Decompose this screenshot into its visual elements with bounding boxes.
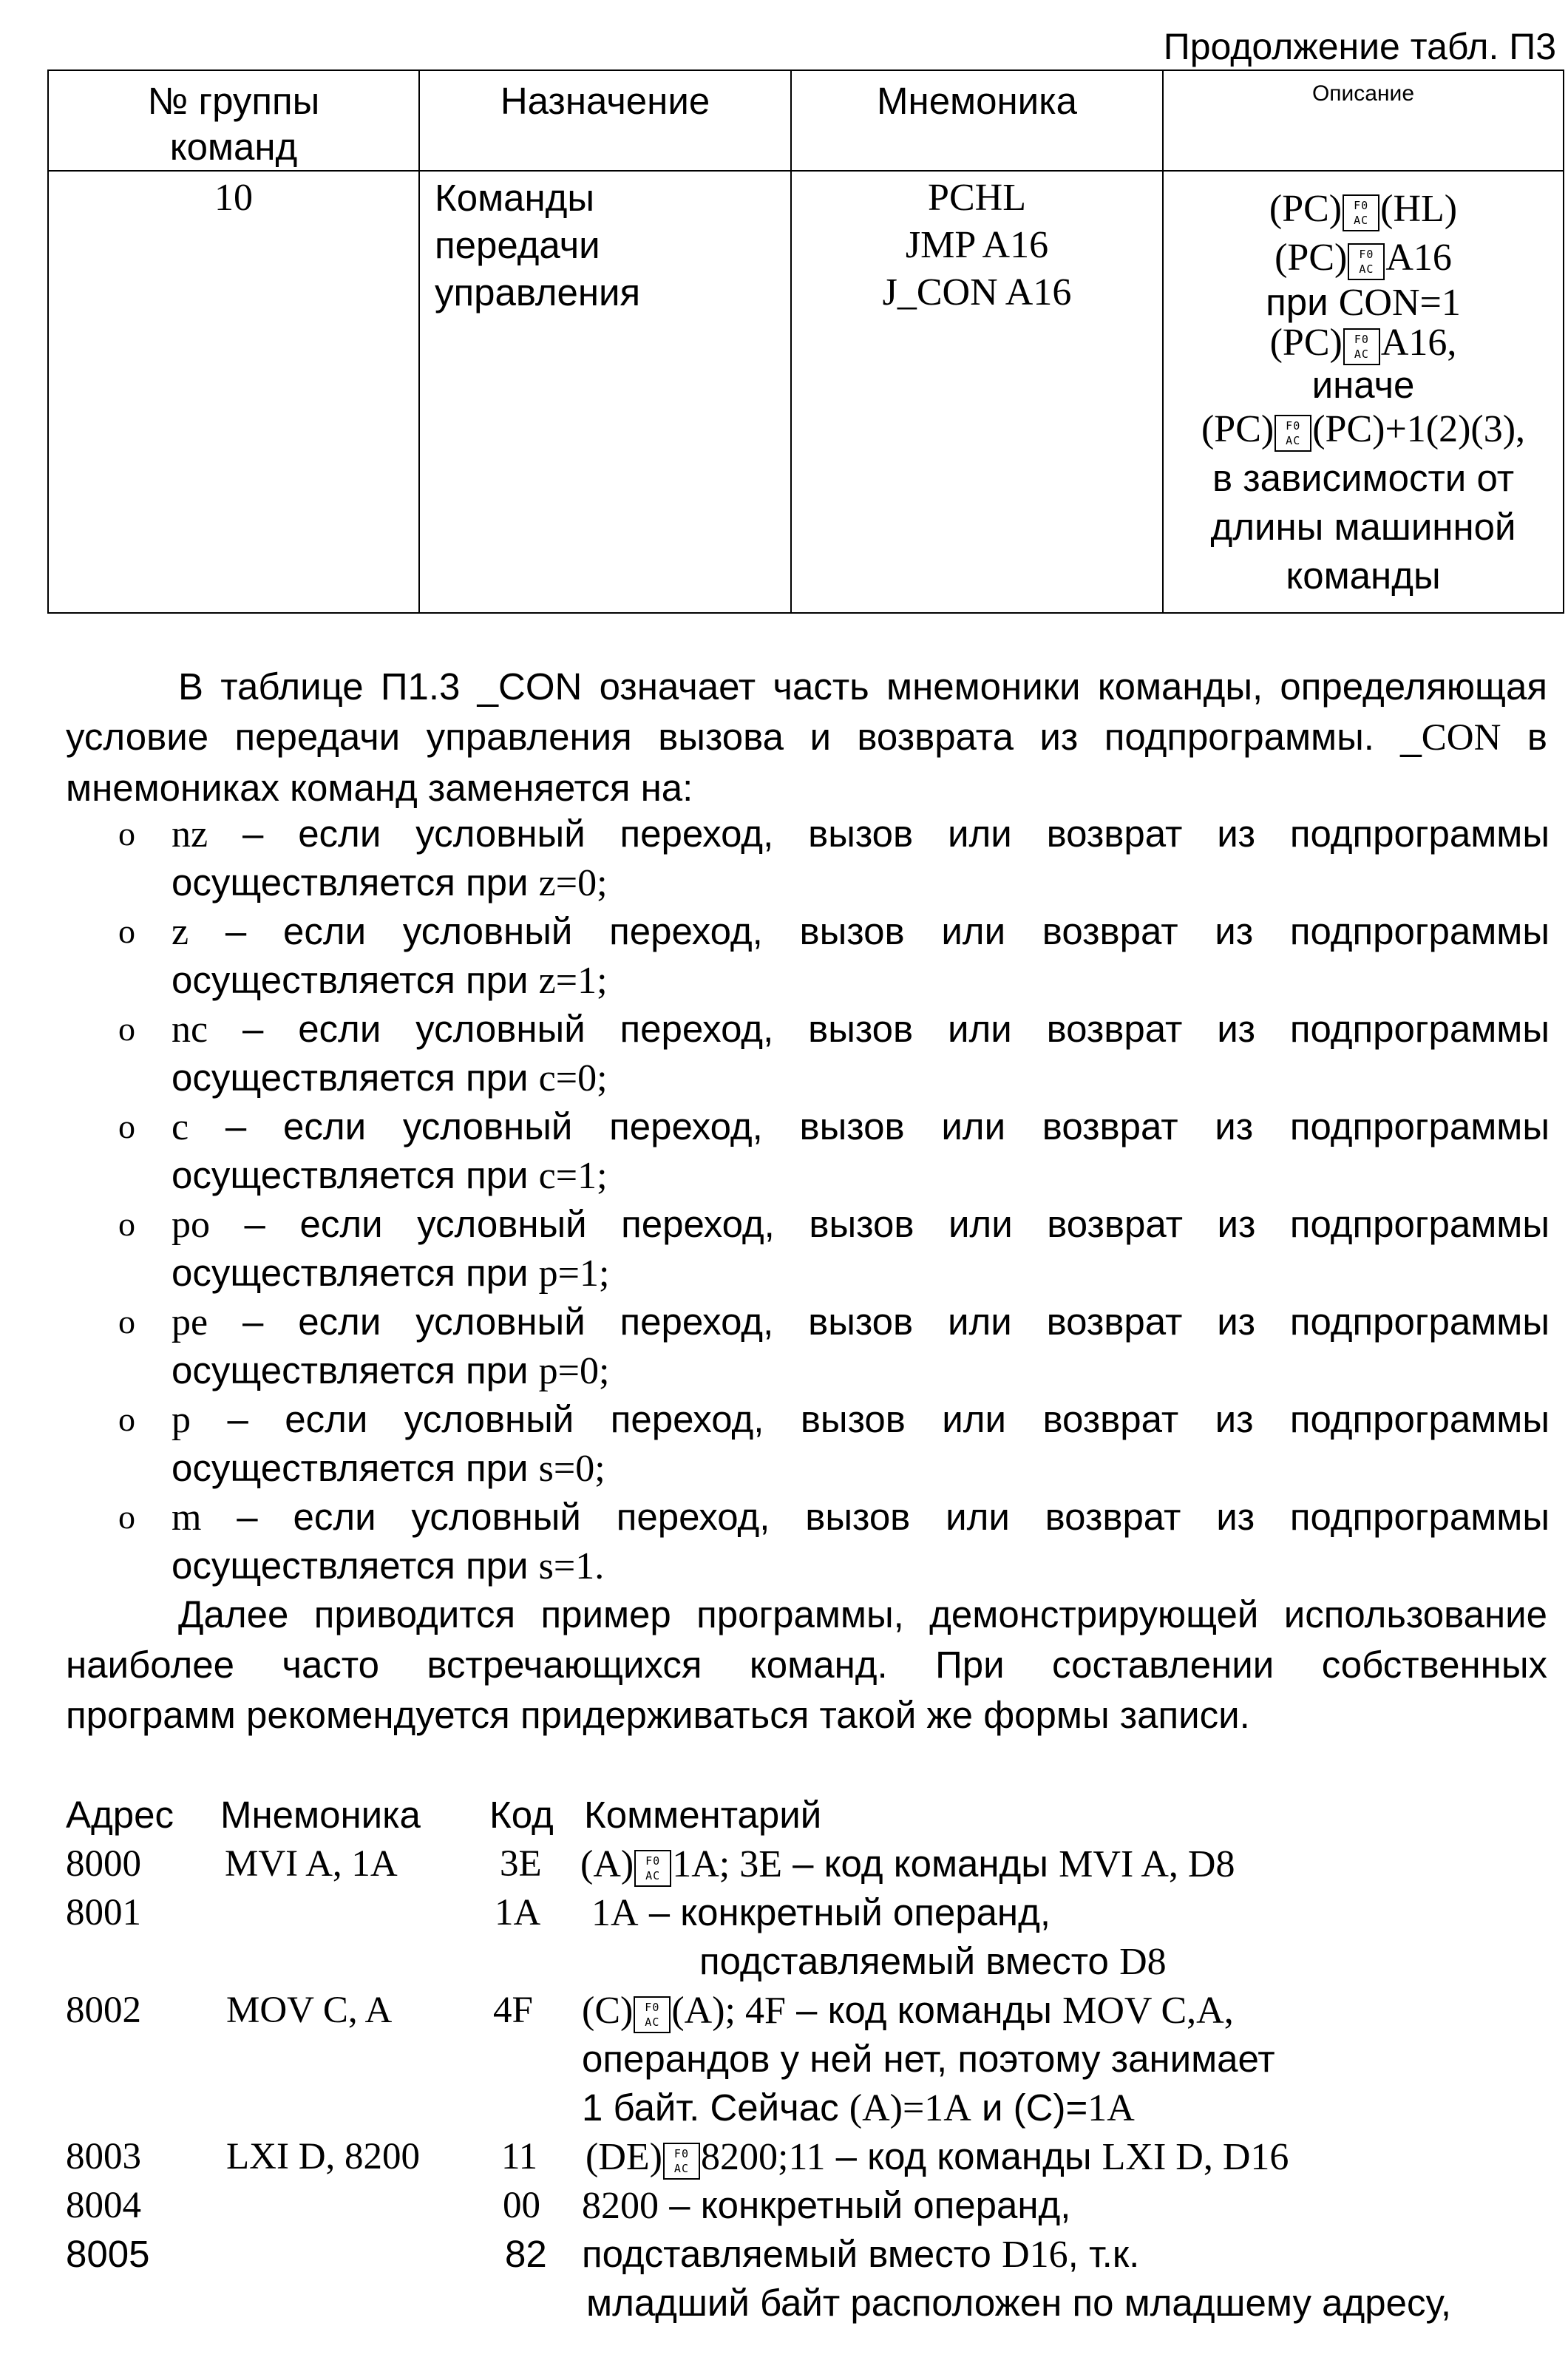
header-group bbox=[48, 70, 419, 171]
row-comment-continued: операндов у ней нет, поэтому занимает bbox=[582, 2038, 1275, 2080]
box-glyph-icon: F0 AC bbox=[1343, 194, 1379, 231]
row-code: 1A bbox=[495, 1892, 541, 1933]
bullet-icon: o bbox=[118, 815, 135, 852]
box-glyph-icon: F0 AC bbox=[1275, 415, 1311, 452]
table-header-row bbox=[48, 70, 1564, 171]
desc-line: (PC) F0 AC A16 bbox=[1275, 237, 1452, 279]
col-header-mnemonic: Мнемоника bbox=[220, 1794, 421, 1836]
desc-line: (PC) F0 AC A16, bbox=[1269, 322, 1457, 364]
header-mnemonic-label: Мнемоника bbox=[877, 80, 1077, 122]
cell-description bbox=[1163, 171, 1564, 613]
row-code: 4F bbox=[493, 1990, 533, 2031]
row-address: 8004 bbox=[66, 2185, 141, 2226]
bullet-icon: o bbox=[118, 1303, 135, 1340]
col-header-code: Код bbox=[489, 1794, 554, 1836]
row-address: 8005 bbox=[66, 2233, 150, 2275]
bullet-icon: o bbox=[118, 1108, 135, 1145]
purpose-line: управления bbox=[435, 271, 641, 313]
bullet-icon: o bbox=[118, 1498, 135, 1536]
box-glyph-icon: F0 AC bbox=[1343, 328, 1380, 365]
row-comment: 1A – конкретный операнд, bbox=[591, 1891, 1051, 1934]
row-comment: (A) F0 AC 1A; 3E – код команды MVI A, D8 bbox=[580, 1842, 1235, 1885]
row-comment: (C) F0 AC (A); 4F – код команды MOV C,A, bbox=[582, 1989, 1234, 2032]
box-glyph-icon: F0 AC bbox=[634, 1996, 671, 2033]
mnemonic-line: PCHL bbox=[928, 177, 1026, 219]
paragraph-program-intro bbox=[66, 1590, 1547, 1740]
header-description bbox=[1163, 70, 1564, 171]
row-address: 8002 bbox=[66, 1990, 141, 2031]
header-purpose-label: Назначение bbox=[500, 80, 710, 122]
header-description-label: Описание bbox=[1311, 81, 1415, 106]
row-mnemonic: LXI D, 8200 bbox=[226, 2136, 421, 2177]
cell-mnemonic bbox=[791, 171, 1163, 613]
row-address: 8001 bbox=[66, 1892, 141, 1933]
desc-line: (PC) F0 AC (HL) bbox=[1269, 188, 1458, 230]
row-comment: подставляемый вместо D16, т.к. bbox=[582, 2233, 1140, 2276]
row-code: 00 bbox=[503, 2185, 540, 2226]
para-line: Далее приводится пример программы, демонстрирующей использование bbox=[178, 1593, 1547, 1635]
row-comment-continued: младший байт расположен по младшему адресу, bbox=[586, 2282, 1452, 2324]
box-glyph-icon: F0 AC bbox=[663, 2143, 700, 2180]
col-header-comment: Комментарий bbox=[584, 1794, 822, 1836]
desc-line: в зависимости от bbox=[1212, 457, 1515, 499]
bullet-icon: o bbox=[118, 1010, 135, 1048]
desc-line: при CON=1 bbox=[1266, 281, 1461, 324]
row-address: 8000 bbox=[66, 1843, 141, 1885]
cell-purpose bbox=[419, 171, 791, 613]
para-line: условие передачи управления вызова и возврата из подпрограммы. _CON в bbox=[66, 716, 1547, 759]
row-address: 8003 bbox=[66, 2136, 141, 2177]
row-mnemonic: MOV C, A bbox=[226, 1990, 393, 2031]
desc-line: (PC) F0 AC (PC)+1(2)(3), bbox=[1201, 408, 1526, 450]
purpose-line: Команды bbox=[435, 177, 595, 219]
box-glyph-icon: F0 AC bbox=[634, 1850, 671, 1887]
desc-line: иначе bbox=[1311, 364, 1415, 406]
command-table bbox=[47, 69, 1564, 614]
paragraph-con-explanation bbox=[66, 662, 1547, 813]
box-glyph-icon: F0 AC bbox=[1348, 243, 1385, 280]
mnemonic-line: JMP A16 bbox=[905, 224, 1049, 266]
row-comment-continued: подставляемый вместо D8 bbox=[699, 1940, 1167, 1983]
desc-line: длины машинной bbox=[1210, 506, 1516, 548]
para-line: программ рекомендуется придерживаться такой же формы записи. bbox=[66, 1694, 1250, 1736]
row-mnemonic: MVI A, 1A bbox=[225, 1843, 398, 1885]
row-code: 3E bbox=[500, 1843, 542, 1885]
mnemonic-line: J_CON A16 bbox=[882, 271, 1072, 313]
header-group-line2: команд bbox=[169, 126, 298, 168]
purpose-line: передачи bbox=[435, 224, 600, 266]
row-code: 11 bbox=[501, 2136, 538, 2177]
row-code: 82 bbox=[505, 2233, 547, 2275]
row-comment: (DE) F0 AC 8200;11 – код команды LXI D, D16 bbox=[586, 2135, 1289, 2178]
col-header-address: Адрес bbox=[66, 1794, 174, 1836]
para-line: мнемониках команд заменяется на: bbox=[66, 767, 693, 809]
bullet-icon: o bbox=[118, 1205, 135, 1243]
header-group-line1: № группы bbox=[147, 80, 320, 122]
table-row bbox=[48, 171, 1564, 613]
cell-group: 10 bbox=[48, 171, 419, 613]
row-comment-continued: 1 байт. Сейчас (A)=1A и (С)=1A bbox=[582, 2086, 1135, 2129]
bullet-icon: o bbox=[118, 1400, 135, 1438]
row-comment: 8200 – конкретный операнд, bbox=[582, 2184, 1071, 2227]
bullet-icon: o bbox=[118, 912, 135, 950]
header-purpose bbox=[419, 70, 791, 171]
header-mnemonic bbox=[791, 70, 1163, 171]
para-line: В таблице П1.3 _CON означает часть мнемоники команды, определяющая bbox=[178, 665, 1547, 708]
desc-line: команды bbox=[1286, 555, 1441, 597]
table-caption: Продолжение табл. П3 bbox=[1163, 26, 1556, 67]
para-line: наиболее часто встречающихся команд. При составлении собственных bbox=[66, 1644, 1547, 1686]
